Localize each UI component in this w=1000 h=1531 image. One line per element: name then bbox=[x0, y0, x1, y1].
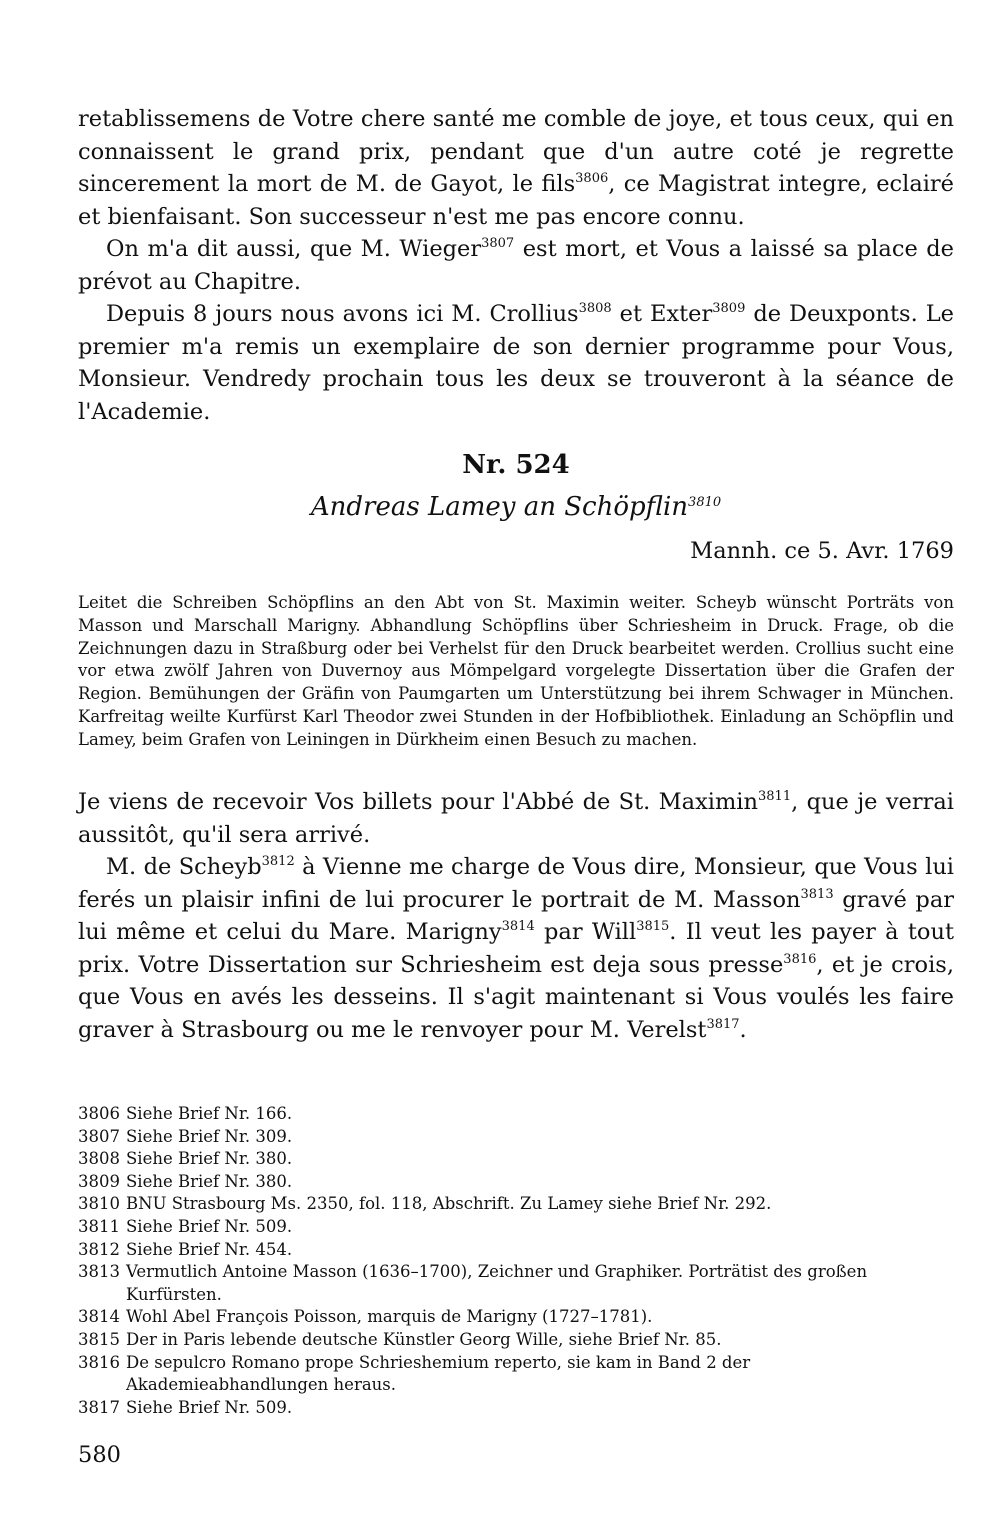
footnote bbox=[78, 1148, 954, 1171]
text-span: , et je crois, que Vous en avés les desseins. Il s'agit maintenant si Vous voulés les faire graver à Strasbourg ou me le renvoyer pour M. Verelst bbox=[78, 951, 954, 1043]
footnotes bbox=[78, 1103, 954, 1419]
footnote-number: 3807 bbox=[78, 1126, 120, 1146]
footnote bbox=[78, 1239, 954, 1262]
footnote-number: 3811 bbox=[78, 1216, 120, 1236]
text-span: Depuis 8 jours nous avons ici M. Crollius bbox=[106, 301, 579, 327]
text-span: par Will bbox=[534, 919, 637, 945]
text-span: est mort, et Vous a laissé sa place de prévot au Chapitre. bbox=[78, 236, 954, 295]
footnote bbox=[78, 1306, 954, 1329]
footnote-ref[interactable]: 3817 bbox=[706, 1016, 740, 1032]
text-span: Je viens de recevoir Vos billets pour l'Abbé de St. Maximin bbox=[78, 789, 758, 815]
footnote-ref[interactable]: 3809 bbox=[712, 301, 746, 316]
footnote bbox=[78, 1352, 954, 1397]
text-span: gravé par lui même et celui du Mare. Marigny bbox=[78, 886, 954, 945]
footnote-ref[interactable]: 3807 bbox=[481, 236, 515, 251]
footnote-text: Siehe Brief Nr. 380. bbox=[126, 1171, 293, 1191]
footnote-text: Wohl Abel François Poisson, marquis de Marigny (1727–1781). bbox=[126, 1307, 653, 1327]
text-span: et Exter bbox=[611, 301, 713, 327]
footnote-ref[interactable]: 3815 bbox=[636, 919, 670, 934]
paragraph bbox=[78, 103, 954, 233]
footnote-ref[interactable]: 3814 bbox=[501, 919, 535, 934]
footnote-ref[interactable]: 3810 bbox=[688, 495, 722, 510]
text-span: de Deuxponts. Le premier m'a remis un exemplaire de son dernier programme pour Vous, Monsieur. Vendredy prochain tous les deux se trouveront à la séance de l'Academie. bbox=[78, 301, 954, 425]
paragraph bbox=[78, 851, 954, 1046]
text-span: , ce Magistrat integre, eclairé et bienfaisant. Son successeur n'est me pas encore connu. bbox=[78, 171, 954, 230]
footnote-ref[interactable]: 3811 bbox=[758, 789, 792, 804]
footnote-number: 3806 bbox=[78, 1104, 120, 1123]
footnote-text: Siehe Brief Nr. 309. bbox=[126, 1126, 293, 1146]
footnote-ref[interactable]: 3812 bbox=[261, 854, 295, 869]
text-span: . Il veut les payer à tout prix. Votre Dissertation sur Schriesheim est deja sous presse bbox=[78, 919, 954, 978]
footnote-ref[interactable]: 3808 bbox=[578, 301, 612, 316]
page-number: 580 bbox=[78, 1442, 121, 1468]
paragraph bbox=[78, 298, 954, 428]
footnote-ref[interactable]: 3816 bbox=[783, 951, 817, 967]
footnote-number: 3814 bbox=[78, 1307, 120, 1327]
text-span: M. de Scheyb bbox=[106, 854, 262, 880]
paragraph bbox=[78, 233, 954, 298]
footnote bbox=[78, 1397, 954, 1420]
footnote-ref[interactable]: 3813 bbox=[800, 886, 834, 902]
previous-letter-text bbox=[78, 103, 954, 428]
footnote-number: 3812 bbox=[78, 1239, 120, 1259]
footnote bbox=[78, 1329, 954, 1352]
footnote-text: Siehe Brief Nr. 380. bbox=[126, 1149, 293, 1169]
text-span: à Vienne me charge de Vous dire, Monsieur, que Vous lui ferés un plaisir infini de lui procurer le portrait de M. Masson bbox=[78, 854, 955, 913]
footnote bbox=[78, 1126, 954, 1149]
footnote-text: Siehe Brief Nr. 454. bbox=[126, 1239, 293, 1259]
footnote bbox=[78, 1193, 954, 1216]
place-date: Mannh. ce 5. Avr. 1769 bbox=[690, 538, 954, 564]
footnote bbox=[78, 1103, 954, 1126]
footnote-number: 3815 bbox=[78, 1329, 120, 1349]
letter-number: Nr. 524 bbox=[462, 450, 570, 480]
footnote-text: De sepulcro Romano prope Schrieshemium reperto, sie kam in Band 2 der Akademieabhandlungen heraus. bbox=[126, 1352, 751, 1395]
letter-summary: Leitet die Schreiben Schöpflins an den Abt von St. Maximin weiter. Scheyb wünscht Porträts von Masson und Marschall Marigny. Abhandlung Schöpflins über Schriesheim in Druck. Frage, ob die Zeichnungen dazu in Straßburg oder bei Verhelst für den Druck bearbeitet werden. Crollius sucht eine vor etwa zwölf Jahren von Duvernoy aus Mömpelgard vorgelegte Dissertation über die Grafen der Region. Bemühungen der Gräfin von Paumgarten um Unterstützung bei ihrem Schwager in München. Karfreitag weilte Kurfürst Karl Theodor zwei Stunden in der Hofbibliothek. Einladung an Schöpflin und Lamey, beim Grafen von Leiningen in Dürkheim einen Besuch zu machen. bbox=[78, 593, 954, 749]
footnote-number: 3816 bbox=[78, 1352, 120, 1372]
letter-title-text: Andreas Lamey an Schöpflin bbox=[310, 492, 689, 522]
footnote-text: Siehe Brief Nr. 166. bbox=[126, 1104, 293, 1123]
paragraph bbox=[78, 786, 954, 851]
footnote-ref[interactable]: 3806 bbox=[575, 171, 609, 186]
letter-title bbox=[78, 492, 954, 522]
footnote-number: 3809 bbox=[78, 1171, 120, 1191]
footnote bbox=[78, 1216, 954, 1239]
footnote-number: 3817 bbox=[78, 1397, 120, 1417]
footnote-number: 3813 bbox=[78, 1262, 120, 1282]
footnote-text: Siehe Brief Nr. 509. bbox=[126, 1397, 293, 1417]
text-span: , que je verrai aussitôt, qu'il sera arrivé. bbox=[78, 789, 954, 848]
text-span: On m'a dit aussi, que M. Wieger bbox=[106, 236, 482, 262]
footnote-number: 3808 bbox=[78, 1149, 120, 1169]
letter-body bbox=[78, 786, 954, 1046]
footnote bbox=[78, 1261, 954, 1306]
footnote-text: BNU Strasbourg Ms. 2350, fol. 118, Abschrift. Zu Lamey siehe Brief Nr. 292. bbox=[126, 1194, 772, 1214]
footnote-text: Siehe Brief Nr. 509. bbox=[126, 1216, 293, 1236]
footnote bbox=[78, 1171, 954, 1194]
text-span: retablissemens de Votre chere santé me comble de joye, et tous ceux, qui en connaissent le grand prix, pendant que d'un autre coté je regrette sincerement la mort de M. de Gayot, le fils bbox=[78, 106, 954, 197]
text-span: . bbox=[739, 1016, 747, 1043]
footnote-number: 3810 bbox=[78, 1194, 120, 1214]
footnote-text: Vermutlich Antoine Masson (1636–1700), Zeichner und Graphiker. Porträtist des großen Kurfürsten. bbox=[126, 1262, 868, 1304]
footnote-text: Der in Paris lebende deutsche Künstler Georg Wille, siehe Brief Nr. 85. bbox=[126, 1329, 722, 1349]
